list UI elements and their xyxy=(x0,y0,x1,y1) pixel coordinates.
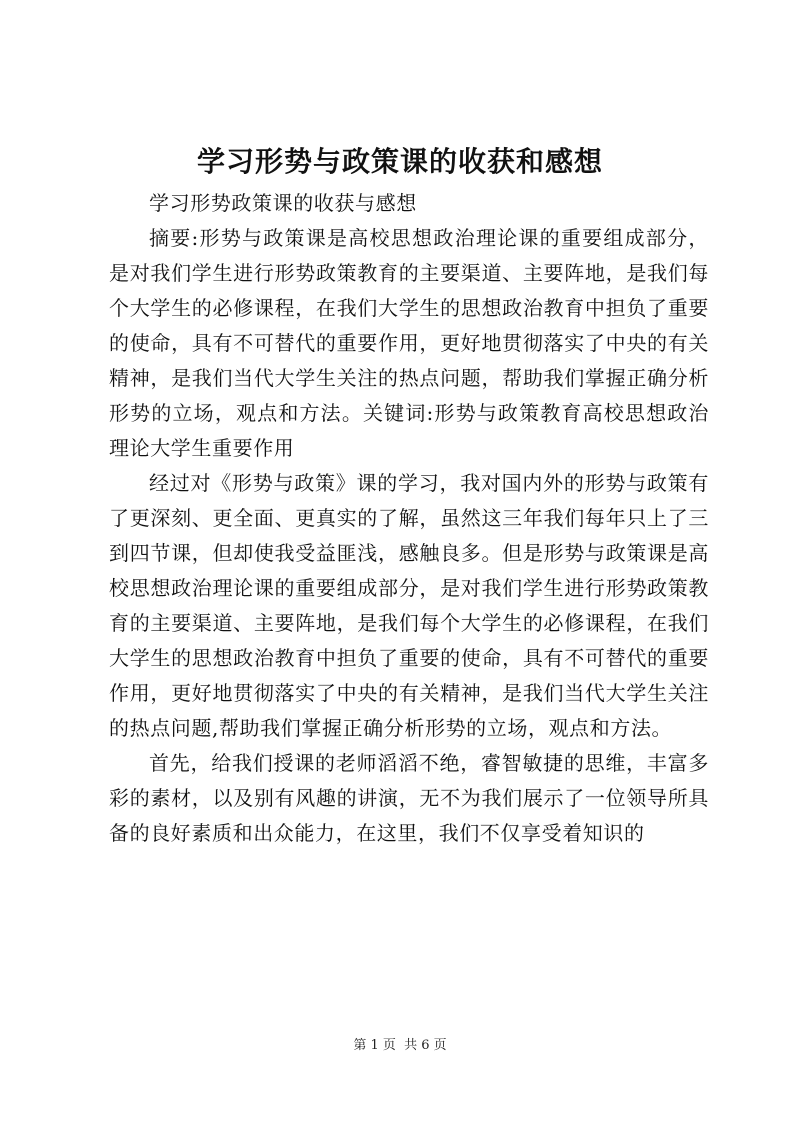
abstract-paragraph: 摘要:形势与政策课是高校思想政治理论课的重要组成部分，是对我们学生进行形势政策教育的主要渠道、主要阵地，是我们每个大学生的必修课程，在我们大学生的思想政治教育中担负了重要的使命，具有不可替代的重要作用，更好地贯彻落实了中央的有关精神，是我们当代大学生关注的热点问题，帮助我们掌握正确分析形势的立场，观点和方法。关键词:形势与政策教育高校思想政治理论大学生重要作用 xyxy=(109,226,709,460)
body-paragraph: 首先，给我们授课的老师滔滔不绝，睿智敏捷的思维，丰富多彩的素材，以及别有风趣的讲演，无不为我们展示了一位领导所具备的良好素质和出众能力，在这里，我们不仅享受着知识的 xyxy=(109,751,709,845)
page-footer xyxy=(0,1036,800,1056)
document-title: 学习形势与政策课的收获和感想 xyxy=(196,145,603,178)
body-paragraph: 经过对《形势与政策》课的学习，我对国内外的形势与政策有了更深刻、更全面、更真实的了解，虽然这三年我们每年只上了三到四节课，但却使我受益匪浅，感触良多。但是形势与政策课是高校思想政治理论课的重要组成部分，是对我们学生进行形势政策教育的主要渠道、主要阵地，是我们每个大学生的必修课程，在我们大学生的思想政治教育中担负了重要的使命，具有不可替代的重要作用，更好地贯彻落实了中央的有关精神，是我们当代大学生关注的热点问题,帮助我们掌握正确分析形势的立场，观点和方法。 xyxy=(109,471,709,740)
document-body xyxy=(109,186,709,851)
subtitle-paragraph: 学习形势政策课的收获与感想 xyxy=(149,191,417,215)
page-number: 第 1 页 共 6 页 xyxy=(353,1038,447,1053)
